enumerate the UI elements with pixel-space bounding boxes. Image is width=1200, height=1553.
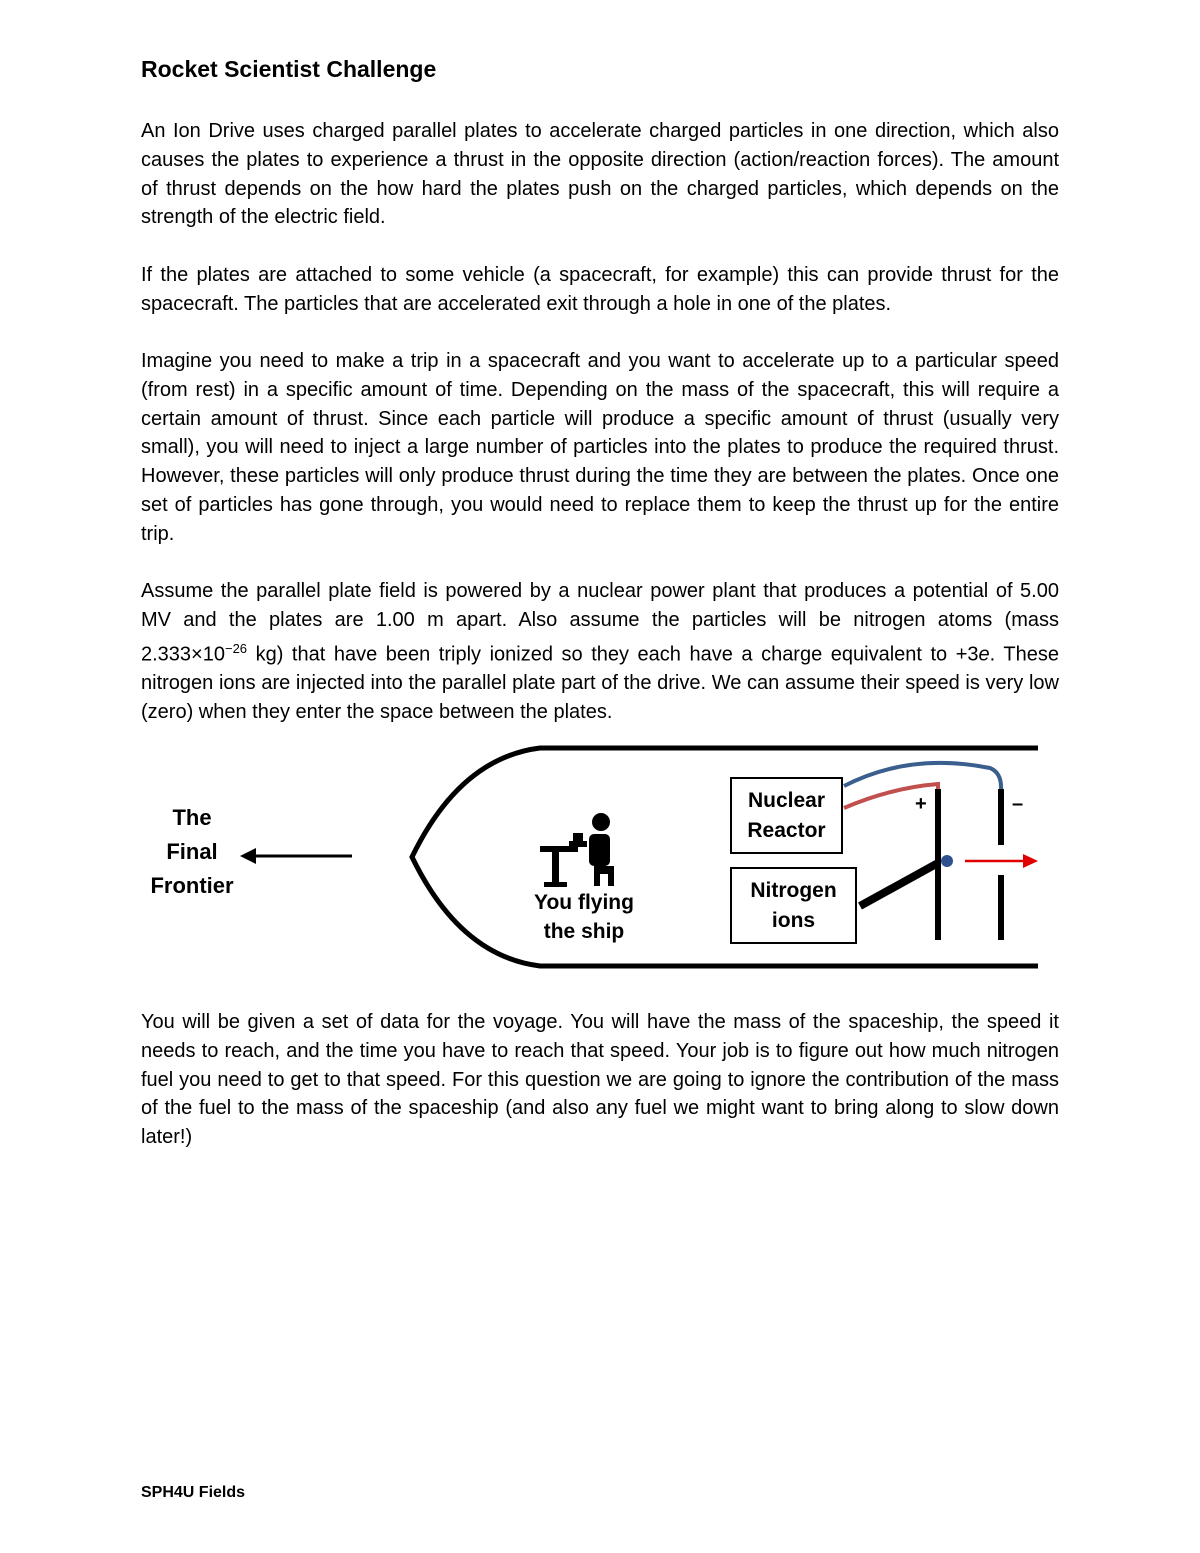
reactor-line: Reactor <box>747 818 826 842</box>
plus-sign: + <box>915 793 927 815</box>
paragraph-assumptions <box>141 577 1059 727</box>
paragraph-trip-scenario: Imagine you need to make a trip in a spacecraft and you want to accelerate up to a particular speed (from rest) in a specific amount of time. Depending on the mass of the spacecraft, this will require a certain amount of thrust. Since each particle will produce a specific amount of thrust (usually very small), you will need to inject a large number of particles into the plates to produce the required thrust. However, these particles will only produce thrust during the time they are between the plates. Once one set of particles has gone through, you would need to replace them to keep the thrust up for the entire trip. <box>141 350 1059 545</box>
pilot-at-desk-icon <box>540 813 614 887</box>
destination-line: The <box>172 805 212 830</box>
mass-exponent: −26 <box>224 640 248 656</box>
ions-line: Nitrogen <box>750 878 837 902</box>
ion-drive-diagram <box>130 735 1050 980</box>
destination-line: Frontier <box>150 873 234 898</box>
pilot-line: the ship <box>543 920 625 943</box>
paragraph-voyage-task: You will be given a set of data for the voyage. You will have the mass of the spaceship, the speed it needs to reach, and the time you have to reach that speed. Your job is to figure out how much nitrogen fuel you need to get to that speed. For this question we are going to ignore the contribution of the mass of the fuel to the mass of the spaceship (and also any fuel we might want to bring along to slow down later!) <box>141 1011 1059 1149</box>
pilot-label <box>514 888 654 946</box>
reactor-line: Nuclear <box>747 788 826 812</box>
paragraph-ion-drive: An Ion Drive uses charged parallel plates to accelerate charged particles in one direction, which also causes the plates to experience a thrust in the opposite direction (action/reaction forces). The amount of thrust depends on the how hard the plates push on the charged particles, which depends on the strength of the electric field. <box>141 120 1059 229</box>
paragraph-vehicle-thrust: If the plates are attached to some vehicle (a spacecraft, for example) this can provide thrust for the spacecraft. The particles that are accelerated exit through a hole in one of the plates. <box>141 264 1059 315</box>
pilot-line: You flying <box>534 891 634 914</box>
minus-sign: – <box>1012 793 1024 815</box>
nitrogen-ions-box <box>730 867 857 944</box>
assumptions-text-a: Assume the parallel plate field is powered by a nuclear power plant that produces a potential of 5.00 MV and the plates are 1.00 m apart. Also assume the particles will be nitrogen atoms (mass 2.333×10 <box>141 580 1059 666</box>
ion-particle <box>941 855 953 867</box>
left-arrow-icon <box>240 848 352 864</box>
destination-line: Final <box>166 839 218 864</box>
elementary-charge-symbol: e <box>978 643 990 666</box>
nuclear-reactor-box <box>730 777 843 854</box>
footer-course-label: SPH4U Fields <box>141 1484 246 1501</box>
exhaust-arrow-icon <box>965 854 1038 868</box>
assumptions-text-b: kg) that have been triply ionized so they each have a charge equivalent to +3 <box>247 643 979 666</box>
ion-injector-tube <box>860 863 938 906</box>
ions-line: ions <box>771 908 816 932</box>
assumptions-text-c: . These nitrogen ions are injected into the parallel plate part of the drive. We can assume their speed is very low (zero) when they enter the space between the plates. <box>141 643 1060 723</box>
page-title: Rocket Scientist Challenge <box>141 56 437 82</box>
destination-label <box>130 801 254 903</box>
